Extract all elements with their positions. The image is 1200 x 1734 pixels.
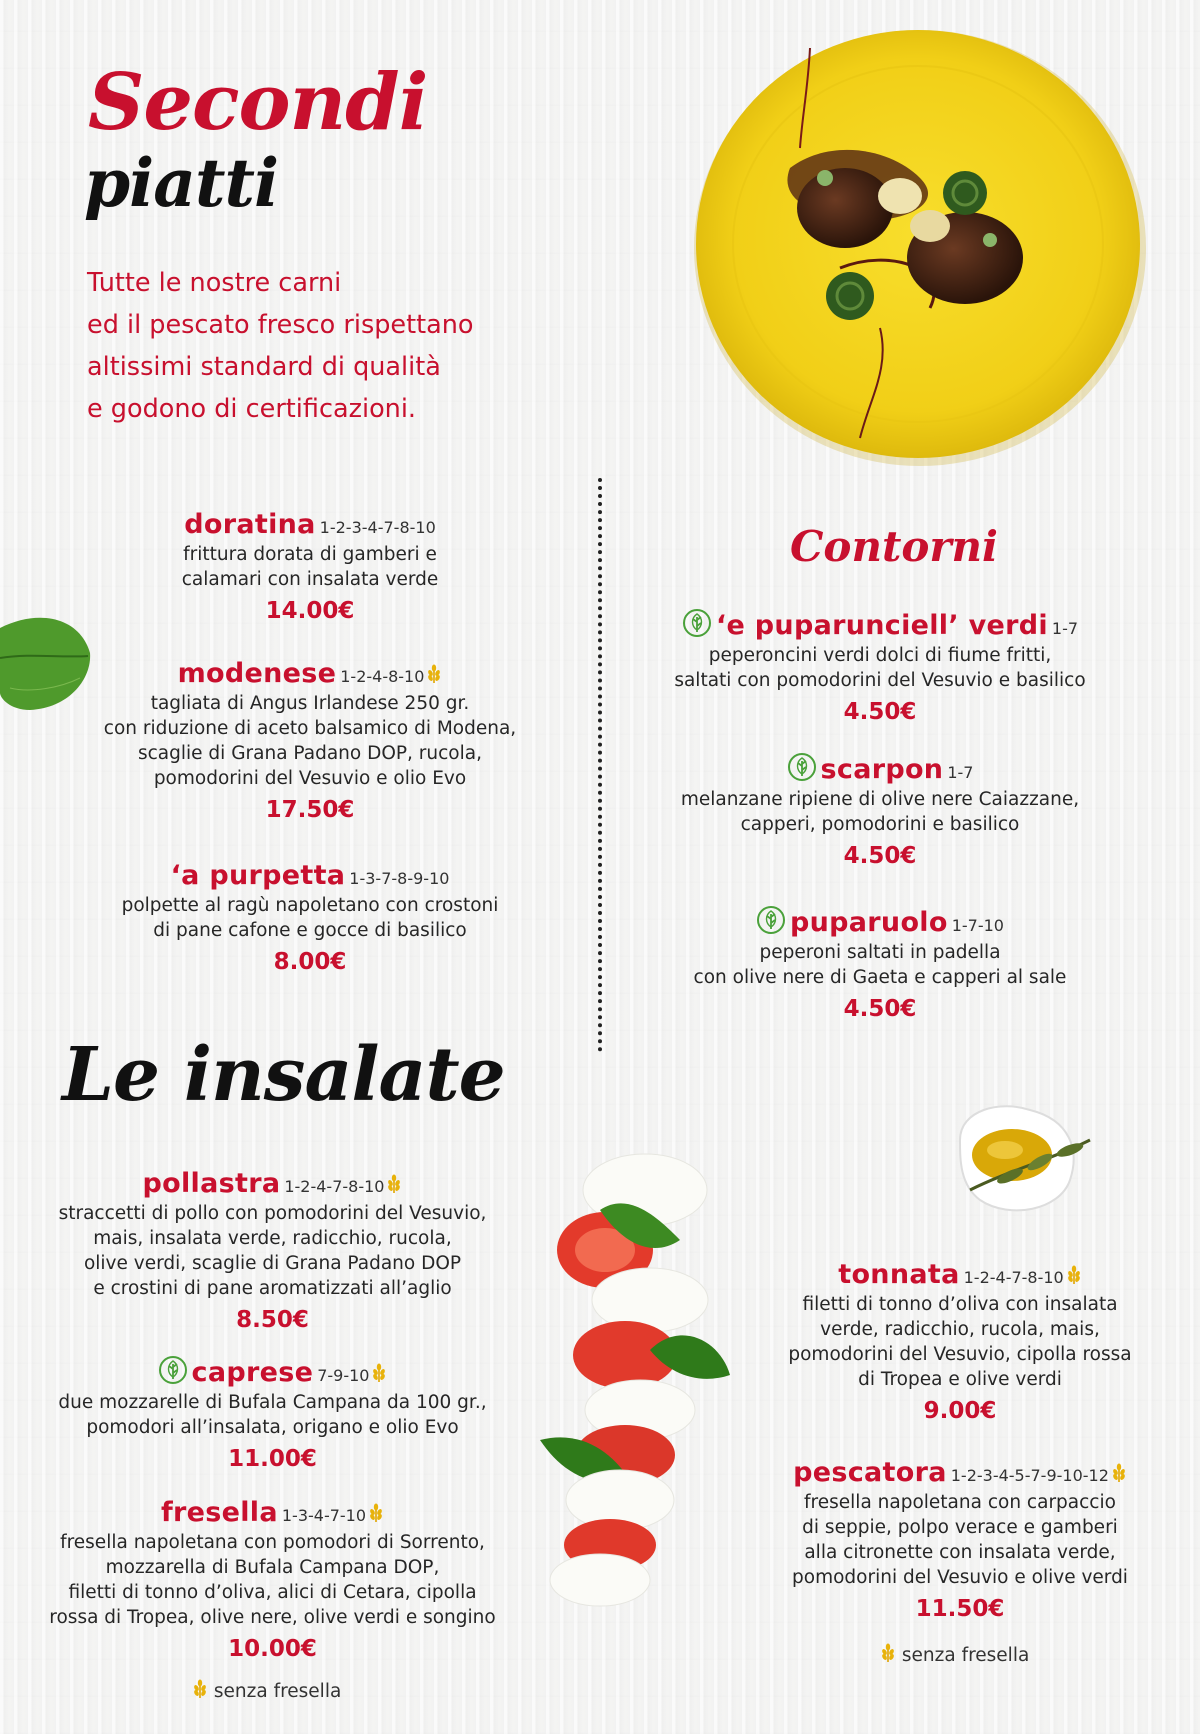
contorni-title: Contorni [790, 522, 999, 571]
wheat-icon [368, 1503, 384, 1523]
wheat-icon [192, 1679, 208, 1699]
item-allergens: 7-9-10 [317, 1366, 370, 1385]
item-name: scarpon [820, 754, 944, 785]
item-name: puparuolo [790, 907, 948, 938]
item-price: 11.00€ [228, 1446, 317, 1473]
item-description: tagliata di Angus Irlandese 250 gr. con riduzione di aceto balsamico di Modena, scaglie di Grana Padano DOP, rucola, pomodorini del Vesuvio e olio Evo [103, 693, 517, 790]
leaf-icon [682, 608, 712, 638]
item-price: 14.00€ [265, 598, 355, 625]
gluten-note-left [190, 1679, 341, 1702]
item-description: fresella napoletana con pomodori di Sorrento, mozzarella di Bufala Campana DOP, filetti di tonno d’oliva, alici di Cetara, cipolla rossa di Tropea, olive nere, olive verdi e songino [49, 1532, 496, 1629]
plate-image [690, 28, 1150, 468]
item-price: 11.50€ [915, 1596, 1005, 1623]
item-price: 10.00€ [228, 1636, 317, 1663]
item-price: 8.50€ [236, 1307, 309, 1334]
item-allergens: 1-3-7-8-9-10 [349, 869, 450, 888]
item-allergens: 1-3-4-7-10 [281, 1506, 367, 1525]
wheat-icon [880, 1643, 896, 1663]
caprese-image [530, 1150, 760, 1610]
item-name: modenese [177, 658, 337, 689]
menu-item-fresella [20, 1497, 525, 1662]
item-description: peperoni saltati in padella con olive nere di Gaeta e capperi al sale [693, 942, 1067, 989]
gluten-note-right [878, 1643, 1029, 1666]
menu-item-puparuolo [640, 905, 1120, 1022]
gluten-note-text: senza fresella [213, 1681, 342, 1702]
wheat-icon [1111, 1463, 1127, 1483]
item-allergens: 1-2-4-8-10 [340, 667, 425, 686]
wheat-icon [386, 1174, 402, 1194]
intro-text: Tutte le nostre carni ed il pescato fresco rispettano altissimi standard di qualità e godono di certificazioni. [87, 268, 474, 424]
menu-item-a-purpetta [60, 860, 560, 975]
item-description: fresella napoletana con carpaccio di seppie, polpo verace e gamberi alla citronette con insalata verde, pomodorini del Vesuvio e olive verdi [792, 1492, 1128, 1589]
leaf-icon [158, 1355, 188, 1385]
item-name: ‘e puparunciell’ verdi [715, 610, 1048, 641]
item-price: 4.50€ [843, 699, 917, 726]
item-name: pescatora [793, 1457, 947, 1488]
menu-item-caprese [20, 1355, 525, 1472]
item-allergens: 1-7 [1051, 619, 1079, 638]
wheat-icon [371, 1363, 387, 1383]
wheat-icon [426, 664, 442, 684]
menu-item-pollastra [20, 1168, 525, 1333]
wheat-icon [1066, 1265, 1082, 1285]
item-price: 17.50€ [265, 797, 355, 824]
menu-item-modenese [60, 658, 560, 823]
item-name: fresella [160, 1497, 278, 1528]
oil-bowl-image [950, 1100, 1100, 1222]
item-name: doratina [184, 509, 316, 540]
item-description: frittura dorata di gamberi e calamari con insalata verde [181, 544, 439, 591]
item-allergens: 1-2-3-4-5-7-9-10-12 [950, 1466, 1109, 1485]
leaf-icon [756, 905, 786, 935]
item-description: straccetti di pollo con pomodorini del Vesuvio, mais, insalata verde, radicchio, rucola, olive verdi, scaglie di Grana Padano DOP e crostini di pane aromatizzati all’aglio [58, 1203, 487, 1300]
item-allergens: 1-2-3-4-7-8-10 [319, 518, 436, 537]
menu-item-scarpon [640, 752, 1120, 869]
item-name: pollastra [142, 1168, 281, 1199]
item-allergens: 1-7 [947, 763, 974, 782]
item-allergens: 1-2-4-7-8-10 [963, 1268, 1064, 1287]
item-allergens: 1-7-10 [951, 916, 1004, 935]
item-price: 4.50€ [843, 996, 917, 1023]
item-name: caprese [191, 1357, 314, 1388]
leaf-icon [787, 752, 817, 782]
item-description: melanzane ripiene di olive nere Caiazzane, capperi, pomodorini e basilico [680, 789, 1080, 836]
item-name: ‘a purpetta [170, 860, 346, 891]
gluten-note-text: senza fresella [901, 1645, 1030, 1666]
item-name: tonnata [838, 1259, 960, 1290]
menu-item-tonnata [760, 1259, 1160, 1424]
item-allergens: 1-2-4-7-8-10 [284, 1177, 385, 1196]
menu-item-puparunciell [640, 608, 1120, 725]
page-subtitle: piatti [84, 144, 279, 222]
item-price: 8.00€ [273, 949, 347, 976]
item-description: due mozzarelle di Bufala Campana da 100 gr., pomodori all’insalata, origano e olio Evo [58, 1392, 487, 1439]
item-description: filetti di tonno d’oliva con insalata verde, radicchio, rucola, mais, pomodorini del Vesuvio, cipolla rossa di Tropea e olive verdi [788, 1294, 1132, 1391]
menu-item-doratina [60, 509, 560, 624]
item-description: polpette al ragù napoletano con crostoni di pane cafone e gocce di basilico [121, 895, 499, 942]
menu-item-pescatora [740, 1457, 1180, 1622]
insalate-title: Le insalate [62, 1032, 505, 1118]
page-title: Secondi [88, 57, 428, 148]
item-price: 4.50€ [843, 843, 917, 870]
item-description: peperoncini verdi dolci di fiume fritti, saltati con pomodorini del Vesuvio e basilico [674, 645, 1086, 692]
item-price: 9.00€ [923, 1398, 997, 1425]
